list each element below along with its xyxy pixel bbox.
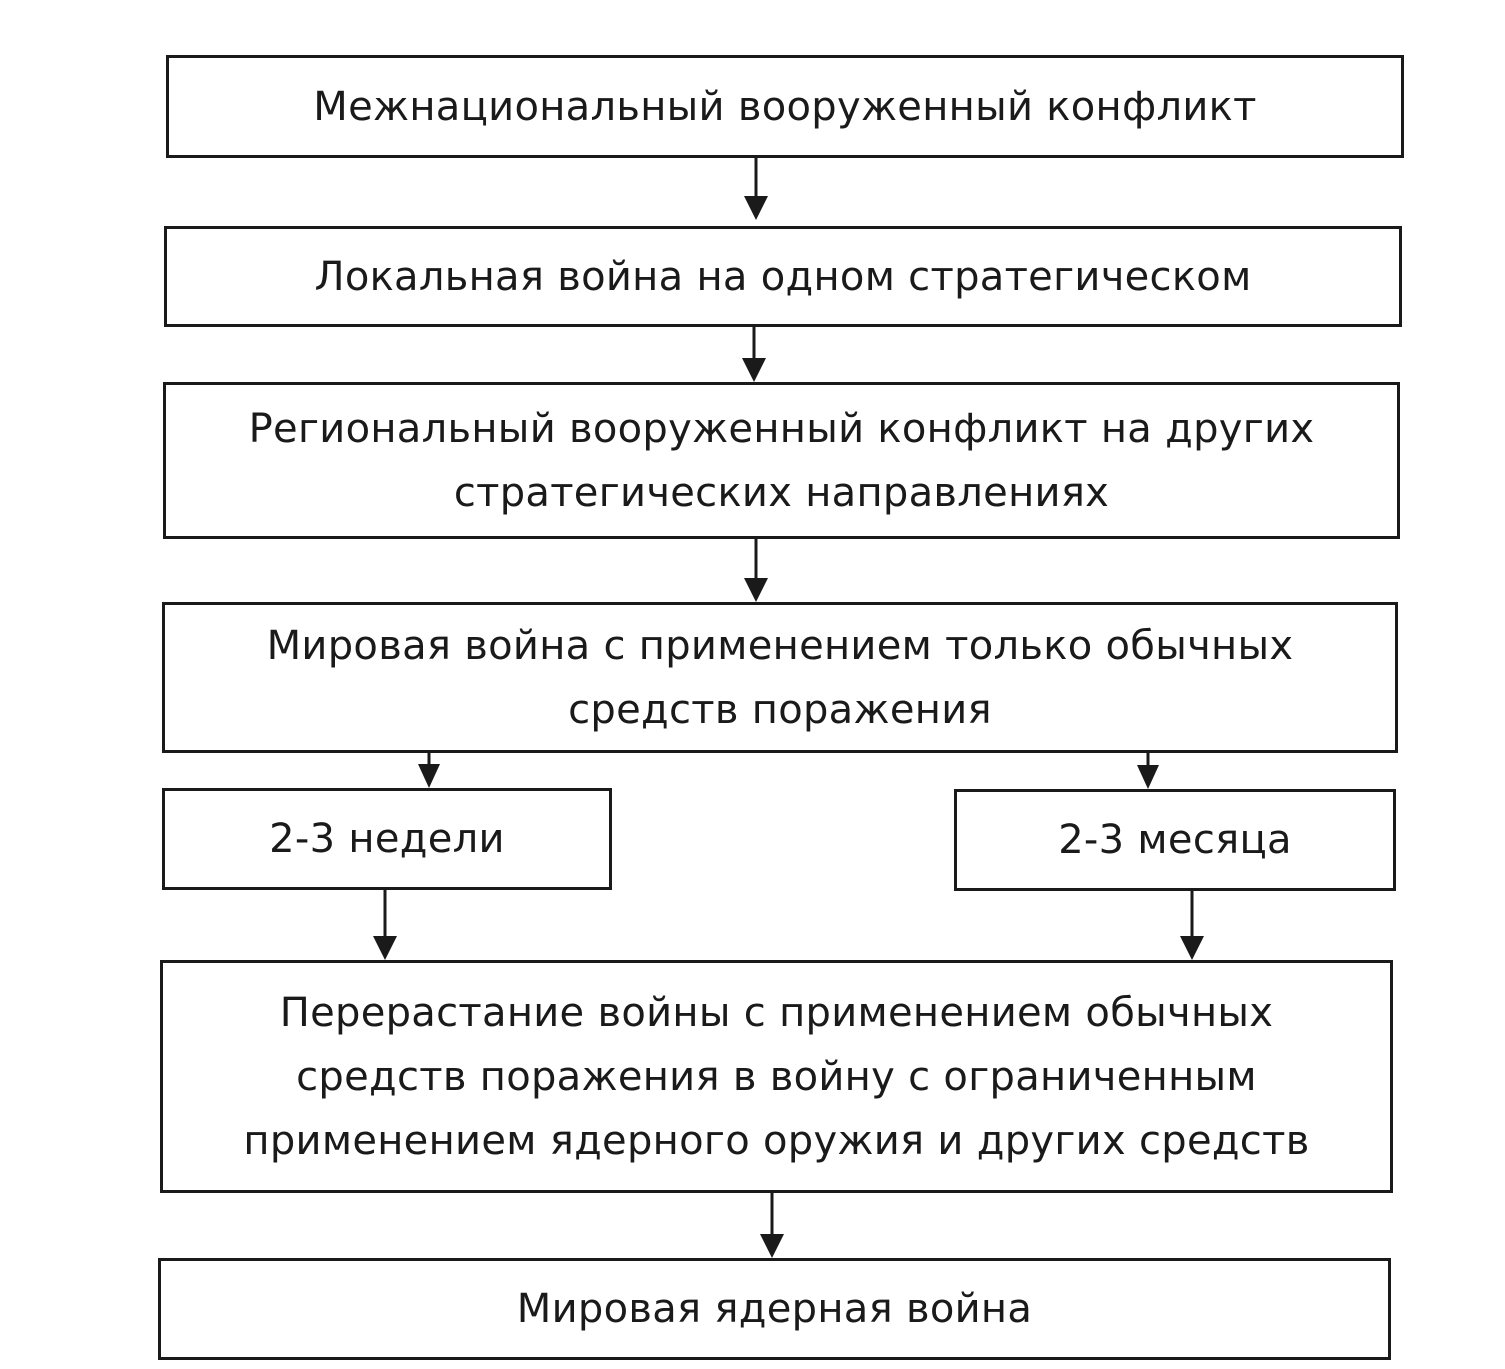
node-local-war-label: Локальная война на одном стратегическом [314, 253, 1252, 300]
edge-n4-n5b [1137, 753, 1159, 789]
node-regional-conflict-label: Региональный вооруженный конфликт на других стратегических направлениях [248, 405, 1315, 516]
edge-n2-n3 [742, 327, 766, 382]
node-conventional-world-war-label: Мировая война с применением только обычных средств поражения [266, 622, 1294, 733]
edge-n4-n5a [418, 753, 440, 788]
edge-n3-n4 [744, 539, 768, 602]
node-interethnic-conflict-label: Межнациональный вооруженный конфликт [313, 83, 1257, 130]
edge-n5b-n6 [1180, 891, 1204, 960]
node-limited-nuclear-escalation-label: Перерастание войны с применением обычных средств поражения в войну с ограниченным применением ядерного оружия и других средств [243, 989, 1310, 1164]
edge-n1-n2 [744, 158, 768, 220]
node-duration-months-label: 2-3 месяца [1058, 817, 1292, 863]
edge-n5a-n6 [373, 890, 397, 960]
node-duration-weeks-label: 2-3 недели [269, 816, 505, 862]
edge-n6-n7 [760, 1193, 784, 1258]
node-nuclear-world-war-label: Мировая ядерная война [516, 1286, 1033, 1332]
